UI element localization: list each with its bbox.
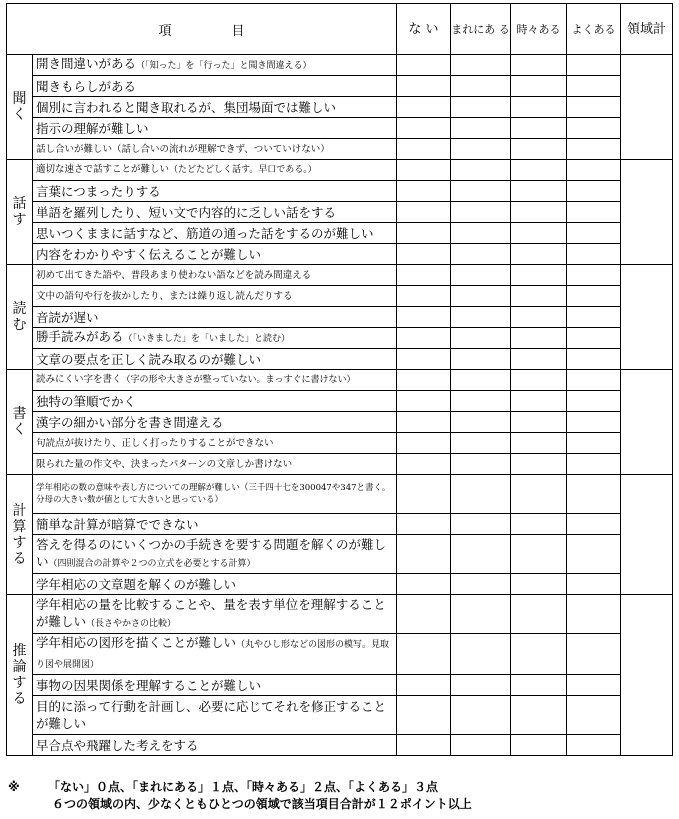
score-cell-nai[interactable] bbox=[397, 181, 451, 202]
score-cell-mare[interactable] bbox=[451, 696, 511, 735]
score-cell-nai[interactable] bbox=[397, 412, 451, 433]
score-cell-yoku[interactable] bbox=[567, 634, 621, 675]
score-cell-mare[interactable] bbox=[451, 76, 511, 97]
item-text: 目的に添って行動を計画し、必要に応じてそれを修正することが難しい bbox=[33, 696, 397, 735]
score-cell-yoku[interactable] bbox=[567, 574, 621, 595]
score-cell-mare[interactable] bbox=[451, 412, 511, 433]
score-cell-mare[interactable] bbox=[451, 265, 511, 286]
item-text: 学年相応の数の意味や表し方についての理解が難しい（三千四十七を300047や347と書く。分母の大きい数が値として大きいと思っている） bbox=[33, 475, 397, 514]
domain-label-read: 読む bbox=[7, 265, 33, 370]
item-text: 限られた量の作文や、決まったパターンの文章しか書けない bbox=[33, 454, 397, 475]
domain-total-cell[interactable] bbox=[621, 370, 673, 475]
header-col-mare: まれにあ る bbox=[451, 4, 511, 55]
score-cell-nai[interactable] bbox=[397, 118, 451, 139]
score-cell-mare[interactable] bbox=[451, 97, 511, 118]
score-cell-mare[interactable] bbox=[451, 370, 511, 391]
score-cell-nai[interactable] bbox=[397, 574, 451, 595]
item-text: 音読が遅い bbox=[33, 307, 397, 328]
score-cell-nai[interactable] bbox=[397, 286, 451, 307]
score-cell-nai[interactable] bbox=[397, 675, 451, 696]
score-cell-nai[interactable] bbox=[397, 370, 451, 391]
score-cell-nai[interactable] bbox=[397, 634, 451, 675]
item-text: 独特の筆順でかく bbox=[33, 391, 397, 412]
score-cell-tokidoki[interactable] bbox=[511, 634, 567, 675]
score-cell-yoku[interactable] bbox=[567, 181, 621, 202]
score-cell-mare[interactable] bbox=[451, 675, 511, 696]
score-cell-mare[interactable] bbox=[451, 328, 511, 349]
scoring-footnote bbox=[8, 779, 672, 813]
checklist-table bbox=[6, 3, 673, 756]
score-cell-nai[interactable] bbox=[397, 595, 451, 634]
item-text: 初めて出てきた語や、普段あまり使わない語などを読み間違える bbox=[33, 265, 397, 286]
score-cell-nai[interactable] bbox=[397, 454, 451, 475]
item-text: 思いつくままに話すなど、筋道の通った話をするのが難しい bbox=[33, 223, 397, 244]
item-text: 事物の因果関係を理解することが難しい bbox=[33, 675, 397, 696]
score-cell-nai[interactable] bbox=[397, 76, 451, 97]
score-cell-mare[interactable] bbox=[451, 223, 511, 244]
score-cell-tokidoki[interactable] bbox=[511, 595, 567, 634]
score-cell-yoku[interactable] bbox=[567, 328, 621, 349]
score-cell-nai[interactable] bbox=[397, 265, 451, 286]
score-cell-mare[interactable] bbox=[451, 514, 511, 535]
score-cell-tokidoki[interactable] bbox=[511, 76, 567, 97]
score-cell-mare[interactable] bbox=[451, 634, 511, 675]
domain-total-cell[interactable] bbox=[621, 595, 673, 756]
item-text: 簡単な計算が暗算でできない bbox=[33, 514, 397, 535]
score-cell-tokidoki[interactable] bbox=[511, 139, 567, 160]
score-cell-nai[interactable] bbox=[397, 55, 451, 76]
item-text: 個別に言われると聞き取れるが、集団場面では難しい bbox=[33, 97, 397, 118]
score-cell-nai[interactable] bbox=[397, 223, 451, 244]
score-cell-tokidoki[interactable] bbox=[511, 696, 567, 735]
score-cell-tokidoki[interactable] bbox=[511, 265, 567, 286]
score-cell-tokidoki[interactable] bbox=[511, 735, 567, 756]
domain-label-calculate: 計算する bbox=[7, 475, 33, 595]
score-cell-yoku[interactable] bbox=[567, 118, 621, 139]
score-cell-mare[interactable] bbox=[451, 118, 511, 139]
score-cell-tokidoki[interactable] bbox=[511, 349, 567, 370]
score-cell-nai[interactable] bbox=[397, 328, 451, 349]
item-text: 学年相応の図形を描くことが難しい（丸やひし形などの図形の模写。見取り図や展開図） bbox=[33, 634, 397, 675]
item-text: 答えを得るのにいくつかの手続きを要する問題を解くのが難しい（四則混合の計算や２つの立式を必要とする計算） bbox=[33, 535, 397, 574]
score-cell-tokidoki[interactable] bbox=[511, 55, 567, 76]
header-item-left: 項 bbox=[158, 23, 172, 39]
score-cell-yoku[interactable] bbox=[567, 433, 621, 454]
score-cell-tokidoki[interactable] bbox=[511, 160, 567, 181]
score-cell-yoku[interactable] bbox=[567, 307, 621, 328]
score-cell-tokidoki[interactable] bbox=[511, 244, 567, 265]
footnote-scoring: 「ない」０点、「まれにある」１点、「時々ある」２点、「よくある」３点 bbox=[48, 780, 439, 794]
score-cell-nai[interactable] bbox=[397, 475, 451, 514]
item-text: 話し合いが難しい（話し合いの流れが理解できず、ついていけない） bbox=[33, 139, 397, 160]
score-cell-yoku[interactable] bbox=[567, 76, 621, 97]
item-text: 聞きもらしがある bbox=[33, 76, 397, 97]
score-cell-yoku[interactable] bbox=[567, 595, 621, 634]
score-cell-yoku[interactable] bbox=[567, 139, 621, 160]
score-cell-tokidoki[interactable] bbox=[511, 370, 567, 391]
score-cell-nai[interactable] bbox=[397, 160, 451, 181]
score-cell-mare[interactable] bbox=[451, 535, 511, 574]
score-cell-nai[interactable] bbox=[397, 535, 451, 574]
score-cell-yoku[interactable] bbox=[567, 391, 621, 412]
score-cell-mare[interactable] bbox=[451, 55, 511, 76]
score-cell-tokidoki[interactable] bbox=[511, 574, 567, 595]
score-cell-nai[interactable] bbox=[397, 696, 451, 735]
score-cell-tokidoki[interactable] bbox=[511, 535, 567, 574]
score-cell-yoku[interactable] bbox=[567, 412, 621, 433]
domain-label-listen: 聞く bbox=[7, 55, 33, 160]
score-cell-mare[interactable] bbox=[451, 475, 511, 514]
score-cell-yoku[interactable] bbox=[567, 55, 621, 76]
score-cell-yoku[interactable] bbox=[567, 202, 621, 223]
domain-total-cell[interactable] bbox=[621, 55, 673, 160]
item-text: 内容をわかりやすく伝えることが難しい bbox=[33, 244, 397, 265]
score-cell-tokidoki[interactable] bbox=[511, 286, 567, 307]
score-cell-yoku[interactable] bbox=[567, 286, 621, 307]
score-cell-tokidoki[interactable] bbox=[511, 514, 567, 535]
score-cell-nai[interactable] bbox=[397, 97, 451, 118]
score-cell-tokidoki[interactable] bbox=[511, 675, 567, 696]
item-text: 読みにくい字を書く（字の形や大きさが整っていない。まっすぐに書けない） bbox=[33, 370, 397, 391]
score-cell-mare[interactable] bbox=[451, 286, 511, 307]
score-cell-yoku[interactable] bbox=[567, 535, 621, 574]
score-cell-tokidoki[interactable] bbox=[511, 181, 567, 202]
score-cell-yoku[interactable] bbox=[567, 675, 621, 696]
header-item bbox=[7, 4, 397, 55]
score-cell-mare[interactable] bbox=[451, 139, 511, 160]
score-cell-nai[interactable] bbox=[397, 202, 451, 223]
score-cell-tokidoki[interactable] bbox=[511, 118, 567, 139]
score-cell-yoku[interactable] bbox=[567, 370, 621, 391]
item-text: 学年相応の量を比較することや、量を表す単位を理解することが難しい（長さやかさの比較） bbox=[33, 595, 397, 634]
score-cell-nai[interactable] bbox=[397, 391, 451, 412]
score-cell-mare[interactable] bbox=[451, 595, 511, 634]
domain-total-cell[interactable] bbox=[621, 475, 673, 595]
item-text: 学年相応の文章題を解くのが難しい bbox=[33, 574, 397, 595]
score-cell-nai[interactable] bbox=[397, 139, 451, 160]
score-cell-mare[interactable] bbox=[451, 349, 511, 370]
score-cell-tokidoki[interactable] bbox=[511, 307, 567, 328]
footnote-line-1 bbox=[8, 779, 672, 796]
item-text: 文章の要点を正しく読み取るのが難しい bbox=[33, 349, 397, 370]
score-cell-yoku[interactable] bbox=[567, 696, 621, 735]
score-cell-mare[interactable] bbox=[451, 735, 511, 756]
score-cell-yoku[interactable] bbox=[567, 475, 621, 514]
score-cell-mare[interactable] bbox=[451, 181, 511, 202]
header-col-total: 領域計 bbox=[621, 4, 673, 55]
score-cell-nai[interactable] bbox=[397, 433, 451, 454]
domain-label-write: 書く bbox=[7, 370, 33, 475]
header-col-nai: な い bbox=[397, 4, 451, 55]
item-text: 早合点や飛躍した考えをする bbox=[33, 735, 397, 756]
item-text: 言葉につまったりする bbox=[33, 181, 397, 202]
score-cell-mare[interactable] bbox=[451, 433, 511, 454]
header-row bbox=[7, 4, 673, 55]
score-cell-mare[interactable] bbox=[451, 244, 511, 265]
domain-total-cell[interactable] bbox=[621, 160, 673, 265]
score-cell-yoku[interactable] bbox=[567, 454, 621, 475]
score-cell-tokidoki[interactable] bbox=[511, 433, 567, 454]
score-cell-mare[interactable] bbox=[451, 160, 511, 181]
score-cell-tokidoki[interactable] bbox=[511, 97, 567, 118]
header-col-yoku: よくある bbox=[567, 4, 621, 55]
domain-label-reasoning: 推論する bbox=[7, 595, 33, 756]
score-cell-nai[interactable] bbox=[397, 349, 451, 370]
score-cell-mare[interactable] bbox=[451, 202, 511, 223]
score-cell-nai[interactable] bbox=[397, 514, 451, 535]
item-text: 適切な速さで話すことが難しい（たどたどしく話す。早口である。） bbox=[33, 160, 397, 181]
score-cell-nai[interactable] bbox=[397, 244, 451, 265]
score-cell-yoku[interactable] bbox=[567, 244, 621, 265]
score-cell-tokidoki[interactable] bbox=[511, 391, 567, 412]
header-col-tokidoki: 時々ある bbox=[511, 4, 567, 55]
score-cell-mare[interactable] bbox=[451, 307, 511, 328]
item-text: 文中の語句や行を抜かしたり、または繰り返し読んだりする bbox=[33, 286, 397, 307]
score-cell-nai[interactable] bbox=[397, 307, 451, 328]
score-cell-yoku[interactable] bbox=[567, 514, 621, 535]
footnote-line-2: ６つの領域の内、少なくともひとつの領域で該当項目合計が１２ポイント以上 bbox=[52, 797, 472, 811]
score-cell-tokidoki[interactable] bbox=[511, 202, 567, 223]
header-item-right: 目 bbox=[231, 23, 245, 39]
score-cell-tokidoki[interactable] bbox=[511, 412, 567, 433]
item-text: 単語を羅列したり、短い文で内容的に乏しい話をする bbox=[33, 202, 397, 223]
score-cell-yoku[interactable] bbox=[567, 265, 621, 286]
score-cell-yoku[interactable] bbox=[567, 223, 621, 244]
item-text: 開き間違いがある（「知った」を「行った」と聞き間違える） bbox=[33, 55, 397, 76]
item-text: 指示の理解が難しい bbox=[33, 118, 397, 139]
score-cell-mare[interactable] bbox=[451, 454, 511, 475]
item-text: 漢字の細かい部分を書き間違える bbox=[33, 412, 397, 433]
item-text: 勝手読みがある（「いきました」を「いました」と読む） bbox=[33, 328, 397, 349]
score-cell-yoku[interactable] bbox=[567, 349, 621, 370]
score-cell-mare[interactable] bbox=[451, 574, 511, 595]
score-cell-tokidoki[interactable] bbox=[511, 223, 567, 244]
score-cell-nai[interactable] bbox=[397, 735, 451, 756]
item-text: 句読点が抜けたり、正しく打ったりすることができない bbox=[33, 433, 397, 454]
score-cell-tokidoki[interactable] bbox=[511, 475, 567, 514]
domain-total-cell[interactable] bbox=[621, 265, 673, 370]
footnote-mark: ※ bbox=[8, 780, 20, 794]
score-cell-yoku[interactable] bbox=[567, 97, 621, 118]
score-cell-tokidoki[interactable] bbox=[511, 454, 567, 475]
score-cell-yoku[interactable] bbox=[567, 160, 621, 181]
score-cell-yoku[interactable] bbox=[567, 735, 621, 756]
score-cell-tokidoki[interactable] bbox=[511, 328, 567, 349]
score-cell-mare[interactable] bbox=[451, 391, 511, 412]
domain-label-speak: 話す bbox=[7, 160, 33, 265]
